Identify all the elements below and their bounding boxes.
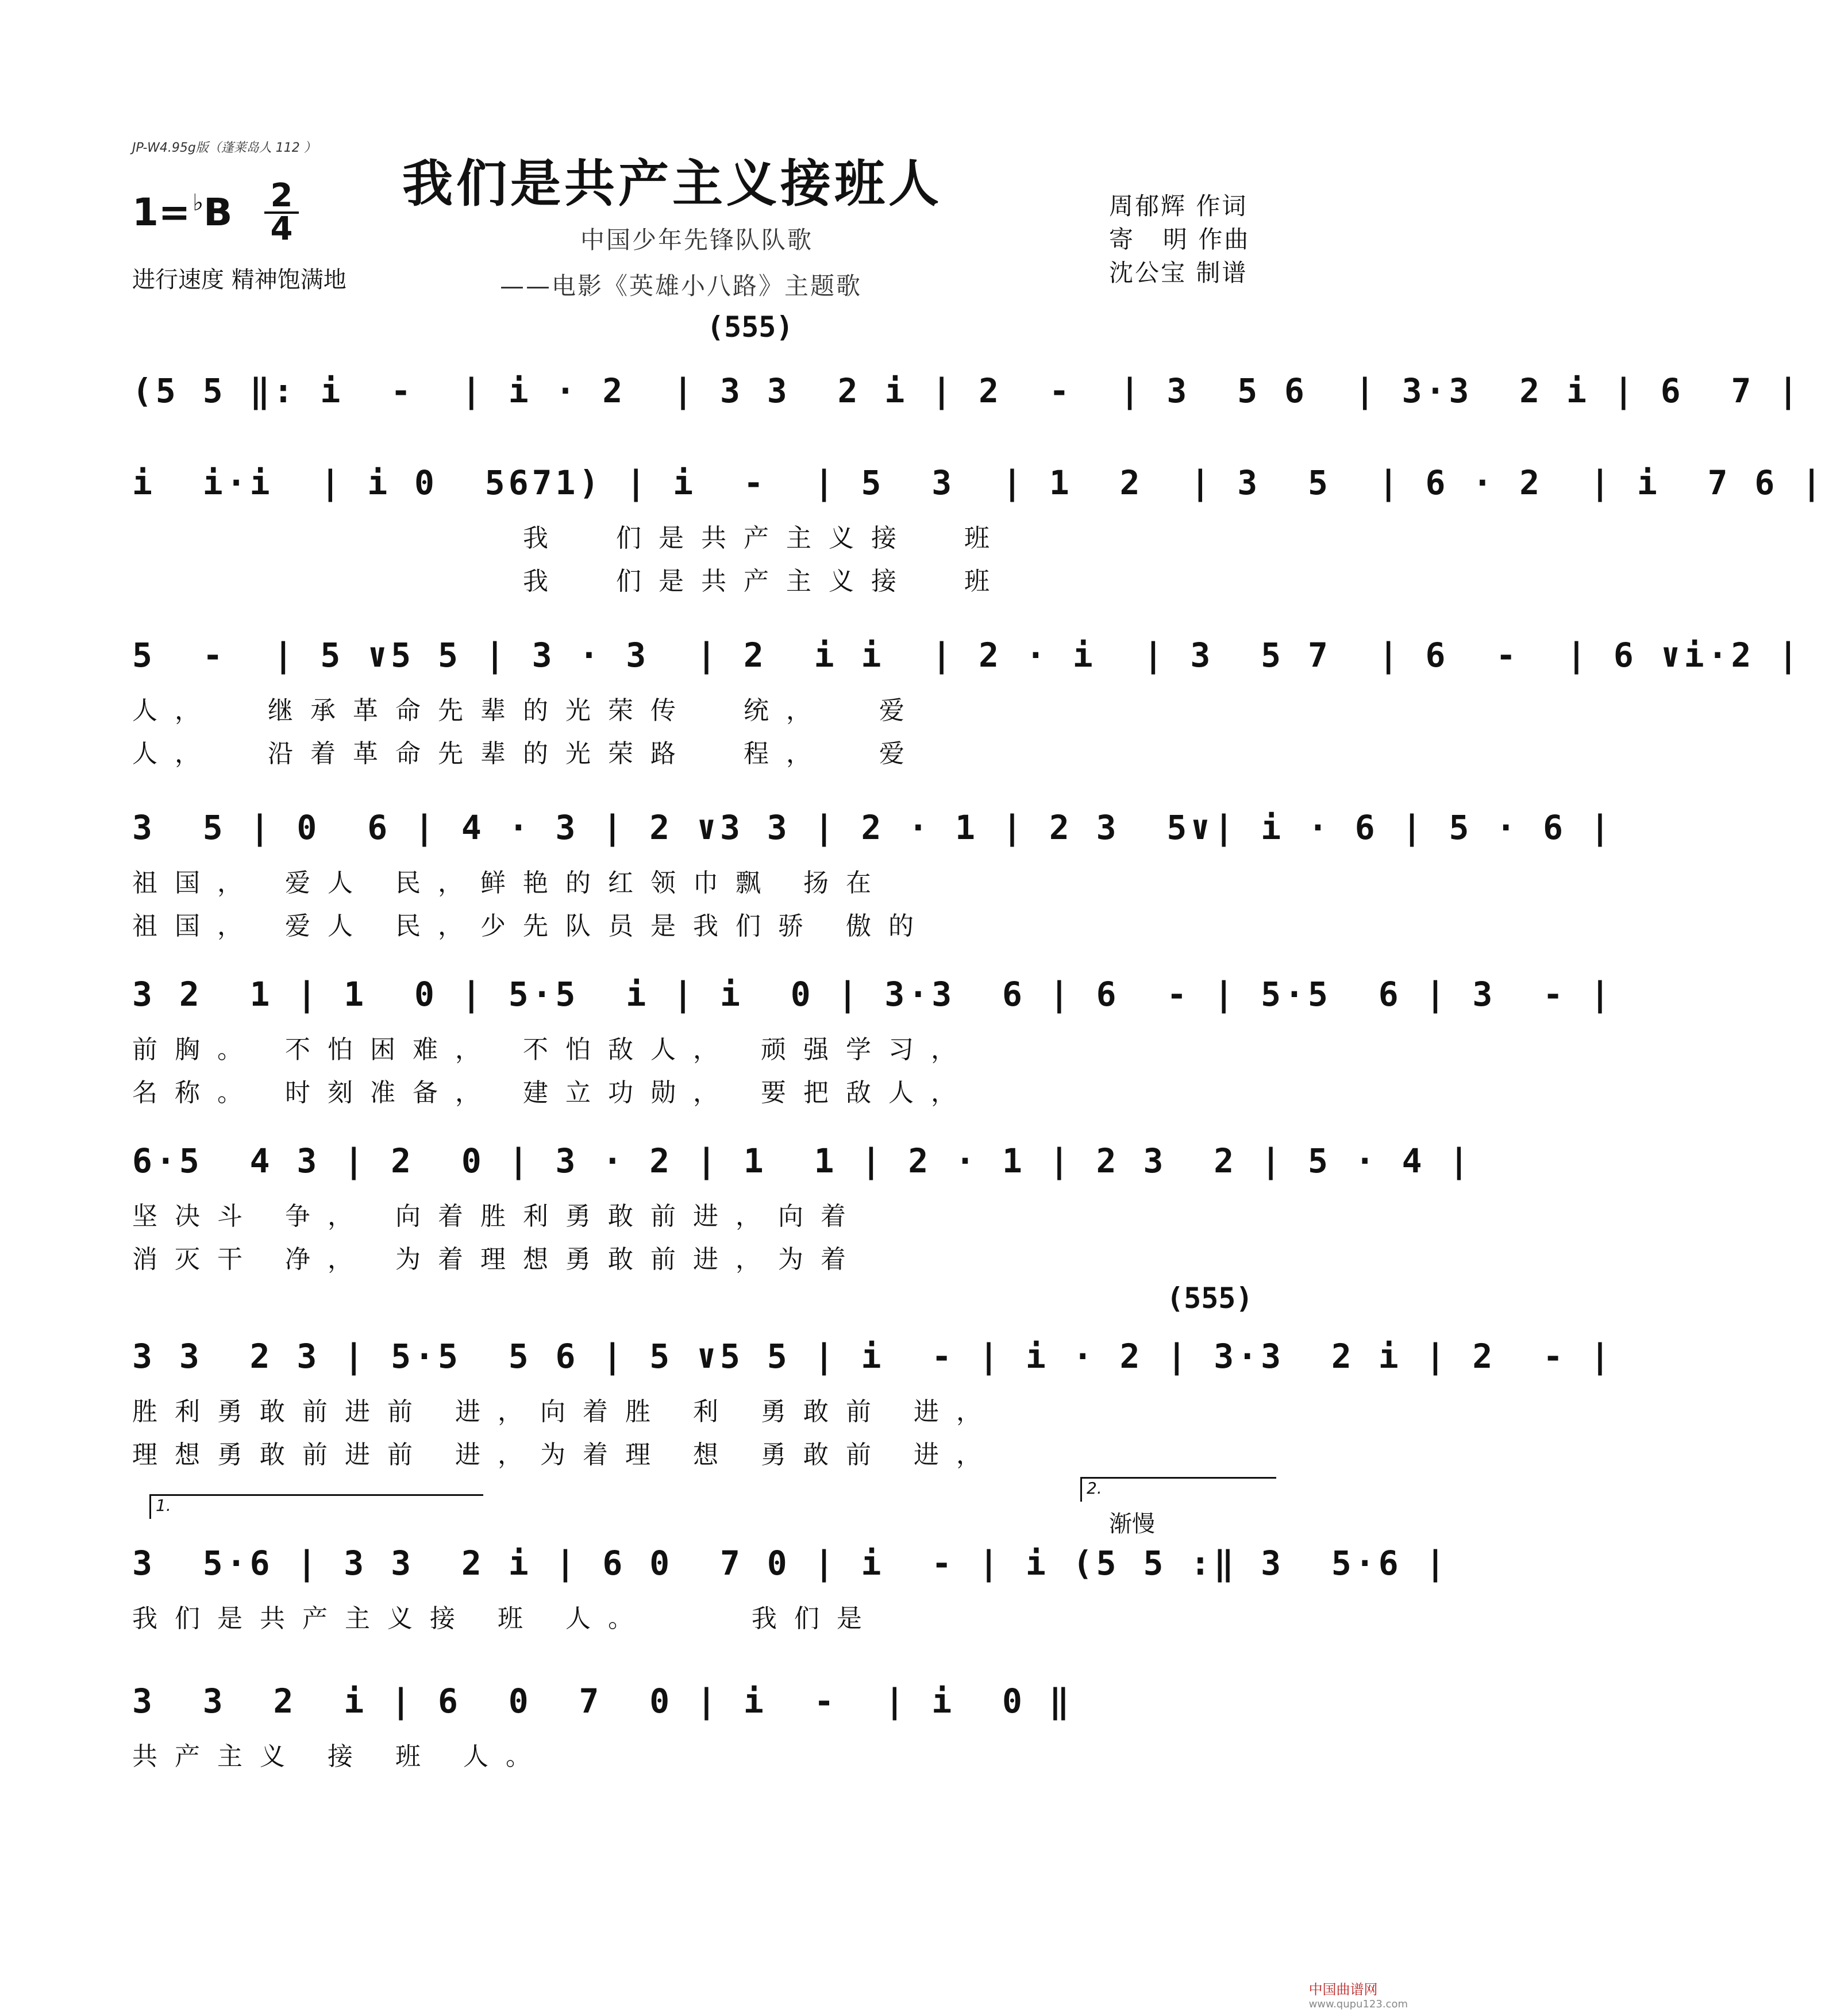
lyrics-verse-1: 前胸。 不怕困难， 不怕敌人， 顽强学习， [132, 1035, 973, 1064]
notation-line: 3 2 1 | 1 0 | 5·5 i | i 0 | 3·3 6 | 6 - | 5·5 6 | 3 - | [132, 975, 1614, 1014]
lyrics-verse-2: 名称。 时刻准备， 建立功勋， 要把敌人， [132, 1078, 973, 1107]
site-logo [1309, 1978, 1408, 2010]
key-note: B [203, 190, 233, 234]
lyrics-verse-1: 胜利勇敢前进前 进，向着胜 利 勇敢前 进， [132, 1397, 999, 1426]
score-row [132, 1282, 1614, 1469]
time-signature [264, 177, 299, 248]
arranger: 沈公宝 制谱 [1109, 259, 1248, 287]
score-row [132, 1479, 1449, 1633]
score-row [132, 1138, 1473, 1274]
notation-line: 3 5 | 0 6 | 4 · 3 | 2 ∨3 3 | 2 · 1 | 2 3 5∨| i · 6 | 5 · 6 | [132, 808, 1614, 847]
logo-text: 中国曲谱网 [1308, 1982, 1378, 1998]
version-note: JP-W4.95g版（蓬莱岛人 112 ） [132, 141, 317, 155]
lyrics-verse-2: 理想勇敢前进前 进，为着理 想 勇敢前 进， [132, 1440, 999, 1469]
repeat-mark: (555) [1166, 1282, 1253, 1315]
lyrics-verse-1: 我 们是共产主义接 班 [523, 524, 1007, 553]
song-title: 我们是共产主义接班人 [402, 153, 943, 213]
score-row [132, 971, 1614, 1107]
flat-symbol: ♭ [192, 190, 204, 216]
lyrics-verse-1: 人， 继承革命先辈的光荣传 统， 爱 [132, 696, 922, 725]
tempo-marking: 进行速度 精神饱满地 [132, 267, 346, 293]
notation-line: 5 - | 5 ∨5 5 | 3 · 3 | 2 i i | 2 · i | 3 5 7 | 6 - | 6 ∨i·2 | [132, 636, 1802, 675]
key-signature [132, 190, 232, 234]
composer: 寄 明 作曲 [1109, 225, 1250, 253]
notation-line: 3 3 2 i | 6 0 7 0 | i - | i 0 ‖ [132, 1682, 1073, 1721]
logo-url: www.qupu123.com [1308, 1998, 1408, 2010]
score-row [132, 310, 1802, 414]
time-bottom: 4 [270, 210, 293, 248]
lyrics-verse-2: 消灭干 净， 为着理想勇敢前进，为着 [132, 1245, 863, 1274]
lyrics-verse-1: 我们是共产主义接 班 人。 我们是 [132, 1604, 879, 1633]
lyrics-verse-2: 我 们是共产主义接 班 [523, 567, 1007, 596]
score-row [132, 632, 1802, 768]
time-top: 2 [270, 177, 293, 214]
lyricist: 周郁辉 作词 [1109, 192, 1248, 220]
credits [1109, 190, 1250, 290]
song-subtitle: 中国少年先锋队队歌 [580, 226, 814, 254]
notation-line: 6·5 4 3 | 2 0 | 3 · 2 | 1 1 | 2 · 1 | 2 3 2 | 5 · 4 | [132, 1141, 1473, 1180]
ritardando-marking: 渐慢 [1109, 1511, 1155, 1537]
notation-line: (5 5 ‖: i - | i · 2 | 3 3 2 i | 2 - | 3 5 6 | 3·3 2 i | 6 7 | [132, 371, 1802, 410]
volta-first-ending: 1. [149, 1494, 483, 1519]
lyrics-verse-2: 人， 沿着革命先辈的光荣路 程， 爱 [132, 739, 922, 768]
repeat-mark: (555) [707, 310, 794, 344]
key-prefix: 1= [132, 190, 191, 234]
volta-second-ending: 2. [1080, 1477, 1276, 1502]
lyrics-verse-1: 祖国， 爱人 民，鲜艳的红领巾飘 扬在 [132, 868, 888, 898]
score-row [132, 1678, 1287, 1771]
notation-line: 3 5·6 | 3 3 2 i | 6 0 7 0 | i - | i (5 5 :‖ 3 5·6 | [132, 1544, 1449, 1583]
notation-line: 3 3 2 3 | 5·5 5 6 | 5 ∨5 5 | i - | i · 2 | 3·3 2 i | 2 - | [132, 1337, 1614, 1376]
lyrics-verse-1: 坚决斗 争， 向着胜利勇敢前进，向着 [132, 1202, 863, 1231]
notation-line: i i·i | i 0 5671) | i - | 5 3 | 1 2 | 3 5 | 6 · 2 | i 7 6 | [132, 463, 1825, 502]
lyrics-verse-1: 共产主义 接 班 人。 [132, 1742, 548, 1771]
score-row [132, 805, 1614, 941]
lyrics-verse-2: 祖国， 爱人 民，少先队员是我们骄 傲的 [132, 911, 931, 941]
song-theme: ——电影《英雄小八路》主题歌 [500, 272, 863, 300]
score-row [132, 460, 1825, 596]
